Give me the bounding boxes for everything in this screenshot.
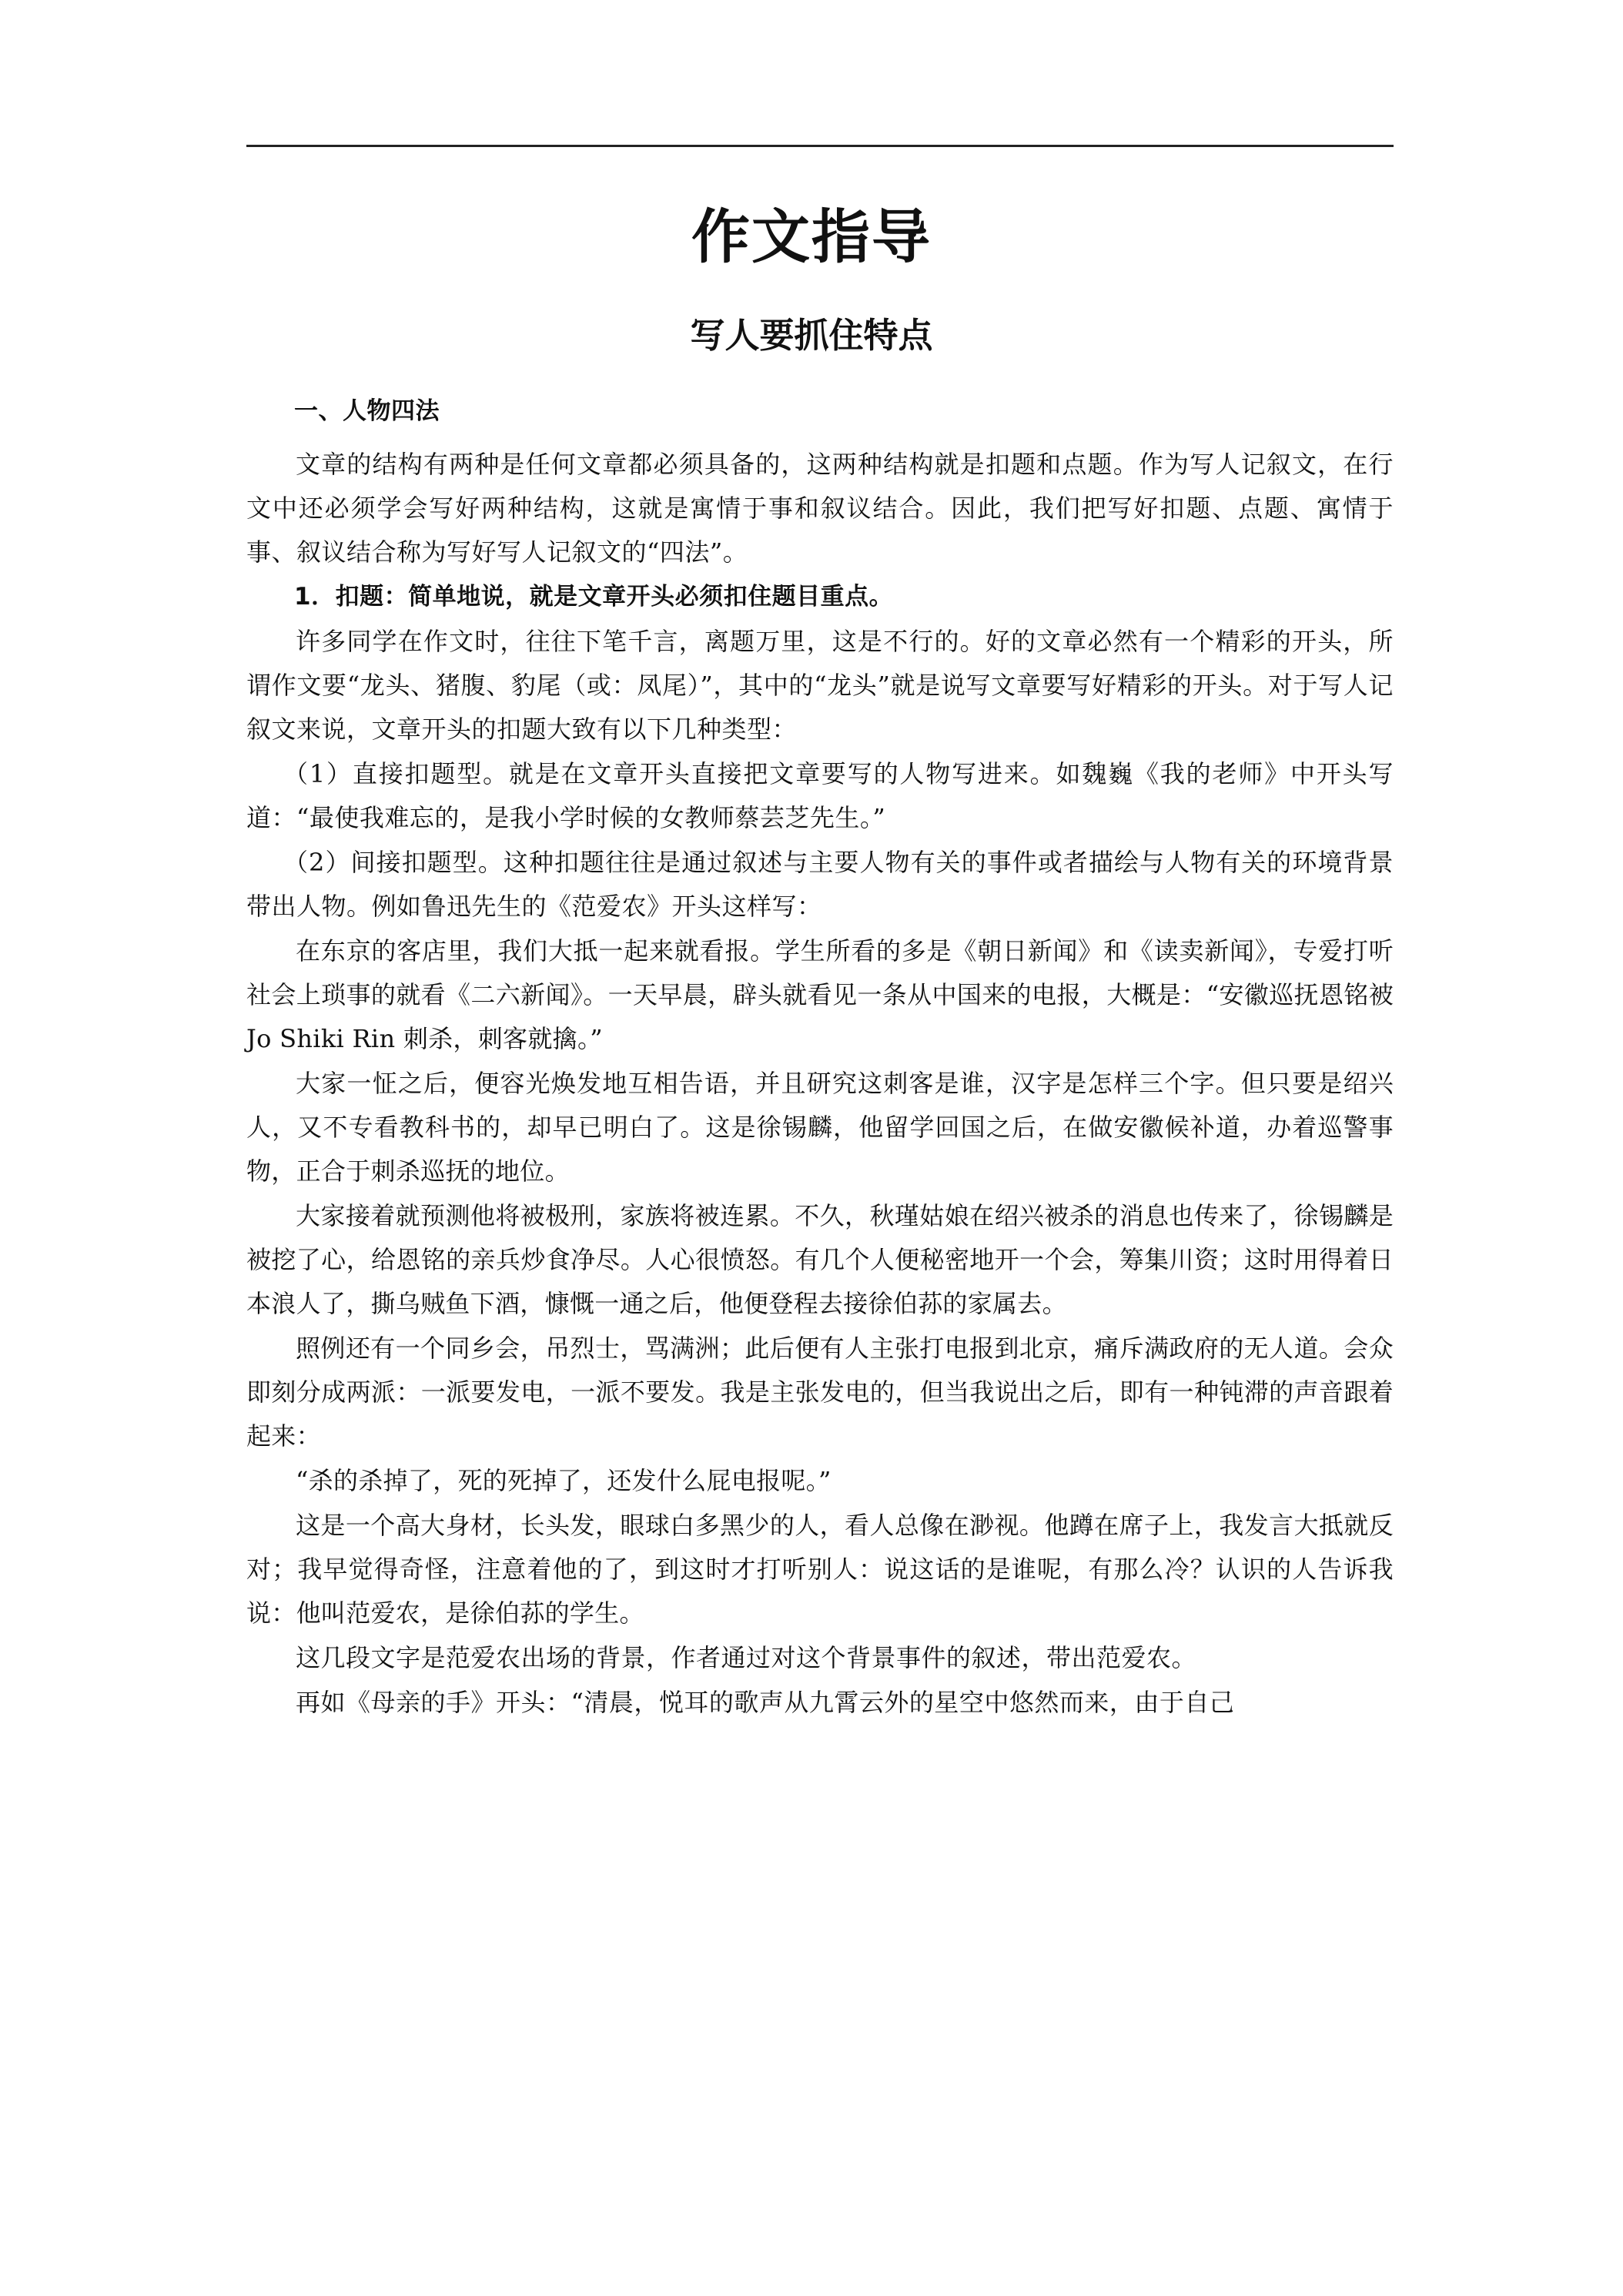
page-subtitle: 写人要抓住特点 bbox=[690, 315, 933, 356]
section-heading: 一、人物四法 bbox=[294, 397, 440, 425]
point-paragraph: 许多同学在作文时，往往下笔千言，离题万里，这是不行的。好的文章必然有一个精彩的开头，所谓作文要“龙头、猪腹、豹尾（或：凤尾）”，其中的“龙头”就是说写文章要写好精彩的开头。对于写人记叙文来说，文章开头的扣题大致有以下几种类型： bbox=[246, 627, 1394, 744]
page-title: 作文指导 bbox=[691, 202, 932, 271]
quote-paragraph: 大家接着就预测他将被极刑，家族将被连累。不久，秋瑾姑娘在绍兴被杀的消息也传来了，徐锡麟是被挖了心，给恩铭的亲兵炒食净尽。人心很愤怒。有几个人便秘密地开一个会，筹集川资；这时用得着日本浪人了，撕乌贼鱼下酒，慷慨一通之后，他便登程去接徐伯荪的家属去。 bbox=[246, 1201, 1394, 1318]
quote-paragraph: 大家一怔之后，便容光焕发地互相告语，并且研究这刺客是谁，汉字是怎样三个字。但只要是绍兴人，又不专看教科书的，却早已明白了。这是徐锡麟，他留学回国之后，在做安徽候补道，办着巡警事物，正合于刺杀巡抚的地位。 bbox=[246, 1069, 1394, 1186]
point-heading: 1．扣题：简单地说，就是文章开头必须扣住题目重点。 bbox=[294, 583, 894, 611]
intro-paragraph: 文章的结构有两种是任何文章都必须具备的，这两种结构就是扣题和点题。作为写人记叙文，在行文中还必须学会写好两种结构，这就是寓情于事和叙议结合。因此，我们把写好扣题、点题、寓情于事、叙议结合称为写好写人记叙文的“四法”。 bbox=[246, 450, 1394, 567]
header-rule bbox=[246, 145, 1394, 147]
article-body bbox=[246, 390, 1394, 1725]
quote-paragraph: 照例还有一个同乡会，吊烈士，骂满洲；此后便有人主张打电报到北京，痛斥满政府的无人道。会众即刻分成两派：一派要发电，一派不要发。我是主张发电的，但当我说出之后，即有一种钝滞的声音跟着起来： bbox=[246, 1334, 1394, 1451]
next-example-paragraph: 再如《母亲的手》开头：“清晨，悦耳的歌声从九霄云外的星空中悠然而来，由于自己 bbox=[296, 1688, 1235, 1717]
quote-paragraph: “杀的杀掉了，死的死掉了，还发什么屁电报呢。” bbox=[296, 1466, 832, 1495]
type-indirect-paragraph: （2）间接扣题型。这种扣题往往是通过叙述与主要人物有关的事件或者描绘与人物有关的环境背景带出人物。例如鲁迅先生的《范爱农》开头这样写： bbox=[246, 848, 1394, 921]
quote-paragraph: 在东京的客店里，我们大抵一起来就看报。学生所看的多是《朝日新闻》和《读卖新闻》，专爱打听社会上琐事的就看《二六新闻》。一天早晨，辟头就看见一条从中国来的电报，大概是：“安徽巡抚恩铭被 Jo Shiki Rin 刺杀，刺客就擒。” bbox=[246, 936, 1394, 1053]
commentary-paragraph: 这几段文字是范爱农出场的背景，作者通过对这个背景事件的叙述，带出范爱农。 bbox=[296, 1643, 1197, 1672]
type-direct-paragraph: （1）直接扣题型。就是在文章开头直接把文章要写的人物写进来。如魏巍《我的老师》中开头写道：“最使我难忘的，是我小学时候的女教师蔡芸芝先生。” bbox=[246, 759, 1394, 832]
quote-paragraph: 这是一个高大身材，长头发，眼球白多黑少的人，看人总像在渺视。他蹲在席子上，我发言大抵就反对；我早觉得奇怪，注意着他的了，到这时才打听别人：说这话的是谁呢，有那么冷？认识的人告诉我说：他叫范爱农，是徐伯荪的学生。 bbox=[246, 1511, 1394, 1628]
